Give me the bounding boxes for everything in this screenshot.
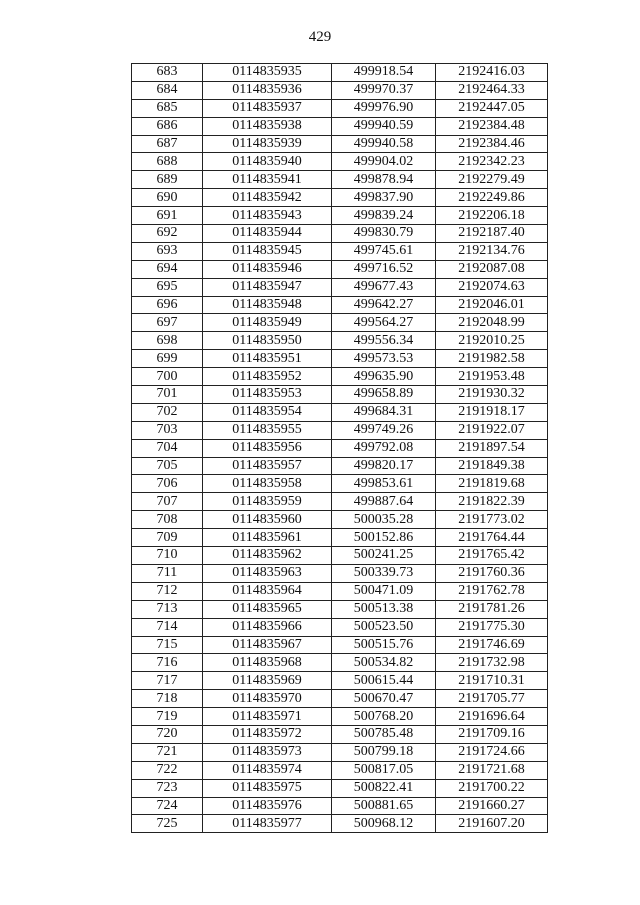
point-number-cell: 716 [132, 654, 203, 672]
y-coordinate-cell: 2191660.27 [436, 797, 548, 815]
table-row [132, 117, 548, 135]
y-coordinate-cell: 2192464.33 [436, 81, 548, 99]
point-code-cell: 0114835938 [203, 117, 332, 135]
point-number-cell: 713 [132, 600, 203, 618]
table-row [132, 475, 548, 493]
x-coordinate-cell: 499839.24 [332, 207, 436, 225]
x-coordinate-cell: 500534.82 [332, 654, 436, 672]
table-row [132, 493, 548, 511]
point-code-cell: 0114835949 [203, 314, 332, 332]
point-number-cell: 692 [132, 225, 203, 243]
x-coordinate-cell: 500152.86 [332, 529, 436, 547]
y-coordinate-cell: 2191764.44 [436, 529, 548, 547]
point-number-cell: 710 [132, 547, 203, 565]
y-coordinate-cell: 2192249.86 [436, 189, 548, 207]
point-number-cell: 701 [132, 386, 203, 404]
point-number-cell: 693 [132, 242, 203, 260]
point-number-cell: 700 [132, 368, 203, 386]
y-coordinate-cell: 2191705.77 [436, 690, 548, 708]
y-coordinate-cell: 2192342.23 [436, 153, 548, 171]
table-row [132, 314, 548, 332]
x-coordinate-cell: 500471.09 [332, 582, 436, 600]
point-code-cell: 0114835973 [203, 743, 332, 761]
point-code-cell: 0114835975 [203, 779, 332, 797]
table-row [132, 529, 548, 547]
table-row [132, 511, 548, 529]
point-code-cell: 0114835963 [203, 564, 332, 582]
y-coordinate-cell: 2191760.36 [436, 564, 548, 582]
x-coordinate-cell: 500670.47 [332, 690, 436, 708]
point-number-cell: 705 [132, 457, 203, 475]
point-code-cell: 0114835953 [203, 386, 332, 404]
point-code-cell: 0114835939 [203, 135, 332, 153]
y-coordinate-cell: 2191696.64 [436, 708, 548, 726]
point-code-cell: 0114835954 [203, 403, 332, 421]
x-coordinate-cell: 500822.41 [332, 779, 436, 797]
point-code-cell: 0114835951 [203, 350, 332, 368]
x-coordinate-cell: 500817.05 [332, 761, 436, 779]
point-code-cell: 0114835952 [203, 368, 332, 386]
point-code-cell: 0114835947 [203, 278, 332, 296]
y-coordinate-cell: 2192010.25 [436, 332, 548, 350]
point-code-cell: 0114835946 [203, 260, 332, 278]
y-coordinate-cell: 2191897.54 [436, 439, 548, 457]
y-coordinate-cell: 2191922.07 [436, 421, 548, 439]
table-row [132, 421, 548, 439]
x-coordinate-cell: 499887.64 [332, 493, 436, 511]
table-row [132, 708, 548, 726]
point-code-cell: 0114835942 [203, 189, 332, 207]
table-row [132, 815, 548, 833]
table-row [132, 761, 548, 779]
point-code-cell: 0114835944 [203, 225, 332, 243]
table-row [132, 350, 548, 368]
y-coordinate-cell: 2191822.39 [436, 493, 548, 511]
point-code-cell: 0114835971 [203, 708, 332, 726]
point-number-cell: 721 [132, 743, 203, 761]
x-coordinate-cell: 499918.54 [332, 64, 436, 82]
point-number-cell: 711 [132, 564, 203, 582]
y-coordinate-cell: 2191721.68 [436, 761, 548, 779]
y-coordinate-cell: 2191930.32 [436, 386, 548, 404]
table-row [132, 779, 548, 797]
x-coordinate-cell: 500615.44 [332, 672, 436, 690]
y-coordinate-cell: 2191982.58 [436, 350, 548, 368]
x-coordinate-cell: 500035.28 [332, 511, 436, 529]
point-code-cell: 0114835943 [203, 207, 332, 225]
point-number-cell: 694 [132, 260, 203, 278]
point-number-cell: 688 [132, 153, 203, 171]
x-coordinate-cell: 499792.08 [332, 439, 436, 457]
point-number-cell: 723 [132, 779, 203, 797]
table-row [132, 386, 548, 404]
y-coordinate-cell: 2191953.48 [436, 368, 548, 386]
table-row [132, 403, 548, 421]
table-row [132, 99, 548, 117]
x-coordinate-cell: 500799.18 [332, 743, 436, 761]
point-number-cell: 689 [132, 171, 203, 189]
point-code-cell: 0114835972 [203, 725, 332, 743]
table-row [132, 81, 548, 99]
x-coordinate-cell: 499830.79 [332, 225, 436, 243]
x-coordinate-cell: 499745.61 [332, 242, 436, 260]
point-number-cell: 703 [132, 421, 203, 439]
point-code-cell: 0114835937 [203, 99, 332, 117]
point-code-cell: 0114835950 [203, 332, 332, 350]
point-number-cell: 697 [132, 314, 203, 332]
point-number-cell: 691 [132, 207, 203, 225]
point-number-cell: 720 [132, 725, 203, 743]
point-number-cell: 699 [132, 350, 203, 368]
table-row [132, 189, 548, 207]
point-code-cell: 0114835941 [203, 171, 332, 189]
point-code-cell: 0114835957 [203, 457, 332, 475]
table-row [132, 797, 548, 815]
y-coordinate-cell: 2191710.31 [436, 672, 548, 690]
table-row [132, 439, 548, 457]
x-coordinate-cell: 500881.65 [332, 797, 436, 815]
page-number: 429 [308, 29, 332, 45]
y-coordinate-cell: 2191849.38 [436, 457, 548, 475]
point-code-cell: 0114835964 [203, 582, 332, 600]
y-coordinate-cell: 2192048.99 [436, 314, 548, 332]
table-row [132, 260, 548, 278]
point-code-cell: 0114835955 [203, 421, 332, 439]
y-coordinate-cell: 2192384.48 [436, 117, 548, 135]
y-coordinate-cell: 2192046.01 [436, 296, 548, 314]
y-coordinate-cell: 2192206.18 [436, 207, 548, 225]
y-coordinate-cell: 2192087.08 [436, 260, 548, 278]
x-coordinate-cell: 499684.31 [332, 403, 436, 421]
point-number-cell: 684 [132, 81, 203, 99]
y-coordinate-cell: 2191819.68 [436, 475, 548, 493]
coordinates-table-body [132, 64, 548, 833]
x-coordinate-cell: 500968.12 [332, 815, 436, 833]
y-coordinate-cell: 2192187.40 [436, 225, 548, 243]
point-number-cell: 683 [132, 64, 203, 82]
y-coordinate-cell: 2192416.03 [436, 64, 548, 82]
point-number-cell: 709 [132, 529, 203, 547]
table-row [132, 368, 548, 386]
point-code-cell: 0114835940 [203, 153, 332, 171]
table-row [132, 636, 548, 654]
point-number-cell: 704 [132, 439, 203, 457]
point-code-cell: 0114835970 [203, 690, 332, 708]
table-row [132, 64, 548, 82]
y-coordinate-cell: 2191732.98 [436, 654, 548, 672]
x-coordinate-cell: 499853.61 [332, 475, 436, 493]
point-number-cell: 707 [132, 493, 203, 511]
x-coordinate-cell: 499564.27 [332, 314, 436, 332]
point-code-cell: 0114835945 [203, 242, 332, 260]
x-coordinate-cell: 499904.02 [332, 153, 436, 171]
point-number-cell: 687 [132, 135, 203, 153]
point-code-cell: 0114835958 [203, 475, 332, 493]
table-row [132, 743, 548, 761]
y-coordinate-cell: 2191773.02 [436, 511, 548, 529]
x-coordinate-cell: 499677.43 [332, 278, 436, 296]
x-coordinate-cell: 499940.58 [332, 135, 436, 153]
point-number-cell: 685 [132, 99, 203, 117]
x-coordinate-cell: 499878.94 [332, 171, 436, 189]
x-coordinate-cell: 499837.90 [332, 189, 436, 207]
table-row [132, 690, 548, 708]
y-coordinate-cell: 2191709.16 [436, 725, 548, 743]
x-coordinate-cell: 500785.48 [332, 725, 436, 743]
table-row [132, 618, 548, 636]
x-coordinate-cell: 499749.26 [332, 421, 436, 439]
point-code-cell: 0114835948 [203, 296, 332, 314]
point-number-cell: 724 [132, 797, 203, 815]
coordinates-table [131, 63, 548, 833]
table-row [132, 457, 548, 475]
x-coordinate-cell: 499573.53 [332, 350, 436, 368]
y-coordinate-cell: 2191746.69 [436, 636, 548, 654]
y-coordinate-cell: 2192074.63 [436, 278, 548, 296]
point-number-cell: 696 [132, 296, 203, 314]
point-code-cell: 0114835961 [203, 529, 332, 547]
x-coordinate-cell: 500768.20 [332, 708, 436, 726]
table-row [132, 332, 548, 350]
table-row [132, 278, 548, 296]
table-row [132, 672, 548, 690]
point-number-cell: 695 [132, 278, 203, 296]
x-coordinate-cell: 499976.90 [332, 99, 436, 117]
point-number-cell: 717 [132, 672, 203, 690]
y-coordinate-cell: 2191775.30 [436, 618, 548, 636]
x-coordinate-cell: 500513.38 [332, 600, 436, 618]
x-coordinate-cell: 499635.90 [332, 368, 436, 386]
x-coordinate-cell: 499970.37 [332, 81, 436, 99]
point-code-cell: 0114835960 [203, 511, 332, 529]
table-row [132, 654, 548, 672]
point-code-cell: 0114835965 [203, 600, 332, 618]
point-code-cell: 0114835974 [203, 761, 332, 779]
table-row [132, 171, 548, 189]
table-row [132, 547, 548, 565]
table-row [132, 600, 548, 618]
point-code-cell: 0114835956 [203, 439, 332, 457]
x-coordinate-cell: 499658.89 [332, 386, 436, 404]
table-row [132, 207, 548, 225]
point-number-cell: 719 [132, 708, 203, 726]
x-coordinate-cell: 499940.59 [332, 117, 436, 135]
point-number-cell: 718 [132, 690, 203, 708]
y-coordinate-cell: 2191724.66 [436, 743, 548, 761]
x-coordinate-cell: 500515.76 [332, 636, 436, 654]
y-coordinate-cell: 2191700.22 [436, 779, 548, 797]
x-coordinate-cell: 499716.52 [332, 260, 436, 278]
y-coordinate-cell: 2191781.26 [436, 600, 548, 618]
point-number-cell: 698 [132, 332, 203, 350]
x-coordinate-cell: 499820.17 [332, 457, 436, 475]
table-row [132, 153, 548, 171]
point-number-cell: 722 [132, 761, 203, 779]
table-row [132, 242, 548, 260]
point-code-cell: 0114835936 [203, 81, 332, 99]
point-code-cell: 0114835968 [203, 654, 332, 672]
x-coordinate-cell: 499642.27 [332, 296, 436, 314]
x-coordinate-cell: 499556.34 [332, 332, 436, 350]
table-row [132, 225, 548, 243]
point-number-cell: 706 [132, 475, 203, 493]
point-code-cell: 0114835959 [203, 493, 332, 511]
y-coordinate-cell: 2191765.42 [436, 547, 548, 565]
table-row [132, 564, 548, 582]
table-row [132, 135, 548, 153]
y-coordinate-cell: 2192384.46 [436, 135, 548, 153]
point-number-cell: 714 [132, 618, 203, 636]
table-row [132, 582, 548, 600]
point-number-cell: 686 [132, 117, 203, 135]
x-coordinate-cell: 500339.73 [332, 564, 436, 582]
y-coordinate-cell: 2192447.05 [436, 99, 548, 117]
point-code-cell: 0114835969 [203, 672, 332, 690]
point-number-cell: 725 [132, 815, 203, 833]
point-code-cell: 0114835935 [203, 64, 332, 82]
y-coordinate-cell: 2192279.49 [436, 171, 548, 189]
point-number-cell: 690 [132, 189, 203, 207]
table-row [132, 725, 548, 743]
point-number-cell: 708 [132, 511, 203, 529]
point-code-cell: 0114835966 [203, 618, 332, 636]
point-number-cell: 702 [132, 403, 203, 421]
table-row [132, 296, 548, 314]
point-number-cell: 715 [132, 636, 203, 654]
y-coordinate-cell: 2191607.20 [436, 815, 548, 833]
y-coordinate-cell: 2191918.17 [436, 403, 548, 421]
point-code-cell: 0114835977 [203, 815, 332, 833]
x-coordinate-cell: 500523.50 [332, 618, 436, 636]
x-coordinate-cell: 500241.25 [332, 547, 436, 565]
point-number-cell: 712 [132, 582, 203, 600]
point-code-cell: 0114835967 [203, 636, 332, 654]
point-code-cell: 0114835962 [203, 547, 332, 565]
y-coordinate-cell: 2191762.78 [436, 582, 548, 600]
y-coordinate-cell: 2192134.76 [436, 242, 548, 260]
point-code-cell: 0114835976 [203, 797, 332, 815]
